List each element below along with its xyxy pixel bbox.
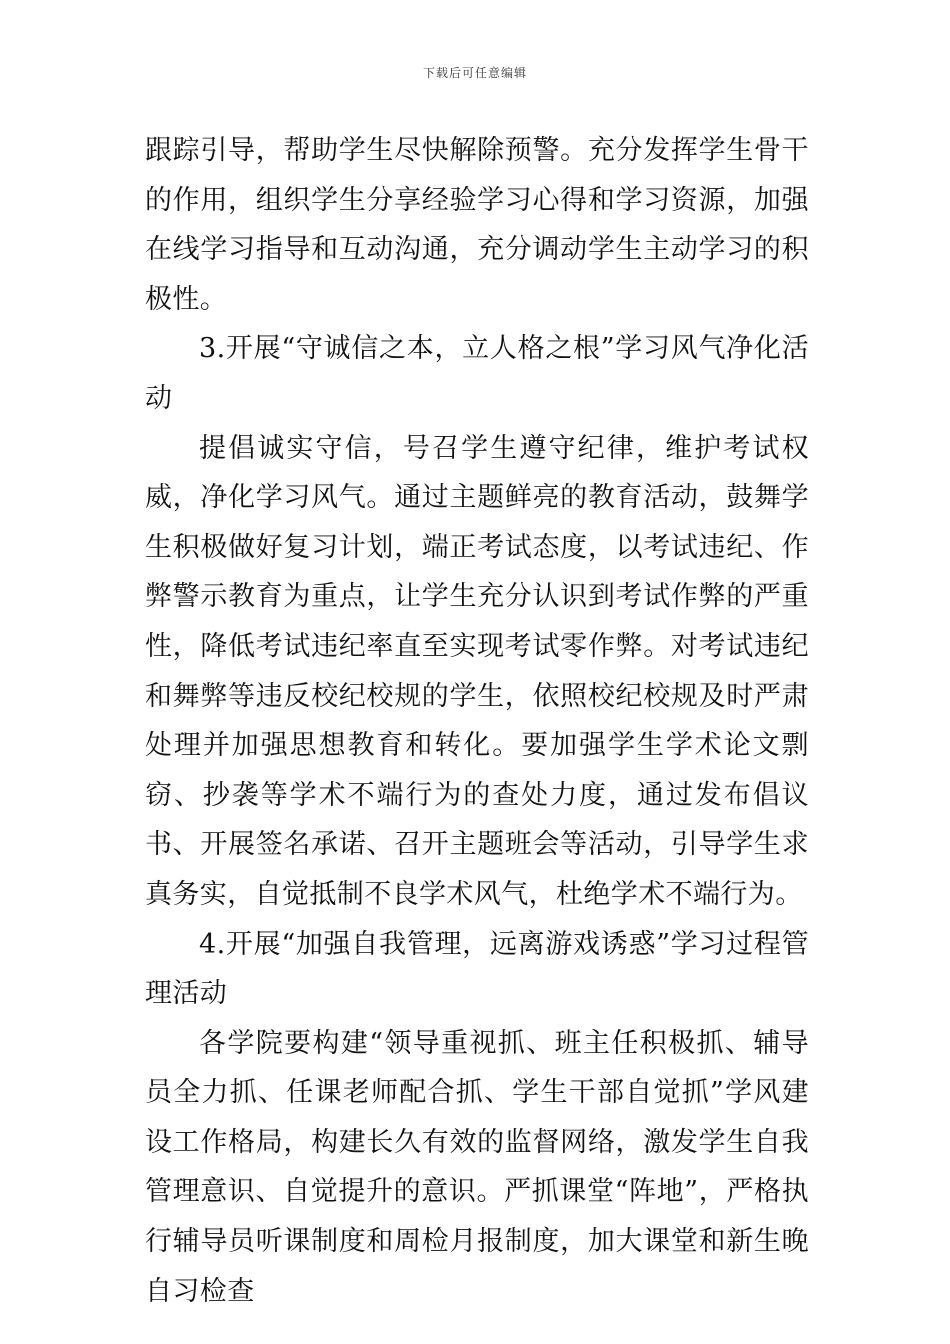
document-body: [145, 126, 809, 1316]
section-heading-4: 4.开展“加强自我管理，远离游戏诱惑”学习过程管理活动: [145, 928, 809, 1010]
paragraph-self-management: 各学院要构建“领导重视抓、班主任积极抓、辅导员全力抓、任课老师配合抓、学生干部自觉抓”学风建设工作格局，构建长久有效的监督网络，激发学生自我管理意识、自觉提升的意识。严抓课堂“阵地”，严格执行辅导员听课制度和周检月报制度，加大课堂和新生晚自习检查: [145, 1027, 809, 1307]
section-heading-3: 3.开展“守诚信之本，立人格之根”学习风气净化活动: [145, 333, 809, 414]
paragraph-1: 跟踪引导，帮助学生尽快解除预警。充分发挥学生骨干的作用，组织学生分享经验学习心得和学习资源，加强在线学习指导和互动沟通，充分调动学生主动学习的积极性。: [145, 135, 809, 315]
paragraph-integrity: 提倡诚实守信，号召学生遵守纪律，维护考试权威，净化学习风气。通过主题鲜亮的教育活动，鼓舞学生积极做好复习计划，端正考试态度，以考试违纪、作弊警示教育为重点，让学生充分认识到考试作弊的严重性，降低考试违纪率直至实现考试零作弊。对考试违纪和舞弊等违反校纪校规的学生，依照校纪校规及时严肃处理并加强思想教育和转化。要加强学生学术论文剽窃、抄袭等学术不端行为的查处力度，通过发布倡议书、开展签名承诺、召开主题班会等活动，引导学生求真务实，自觉抵制不良学术风气，杜绝学术不端行为。: [145, 432, 809, 910]
page-header-note: 下载后可任意编辑: [422, 66, 527, 80]
